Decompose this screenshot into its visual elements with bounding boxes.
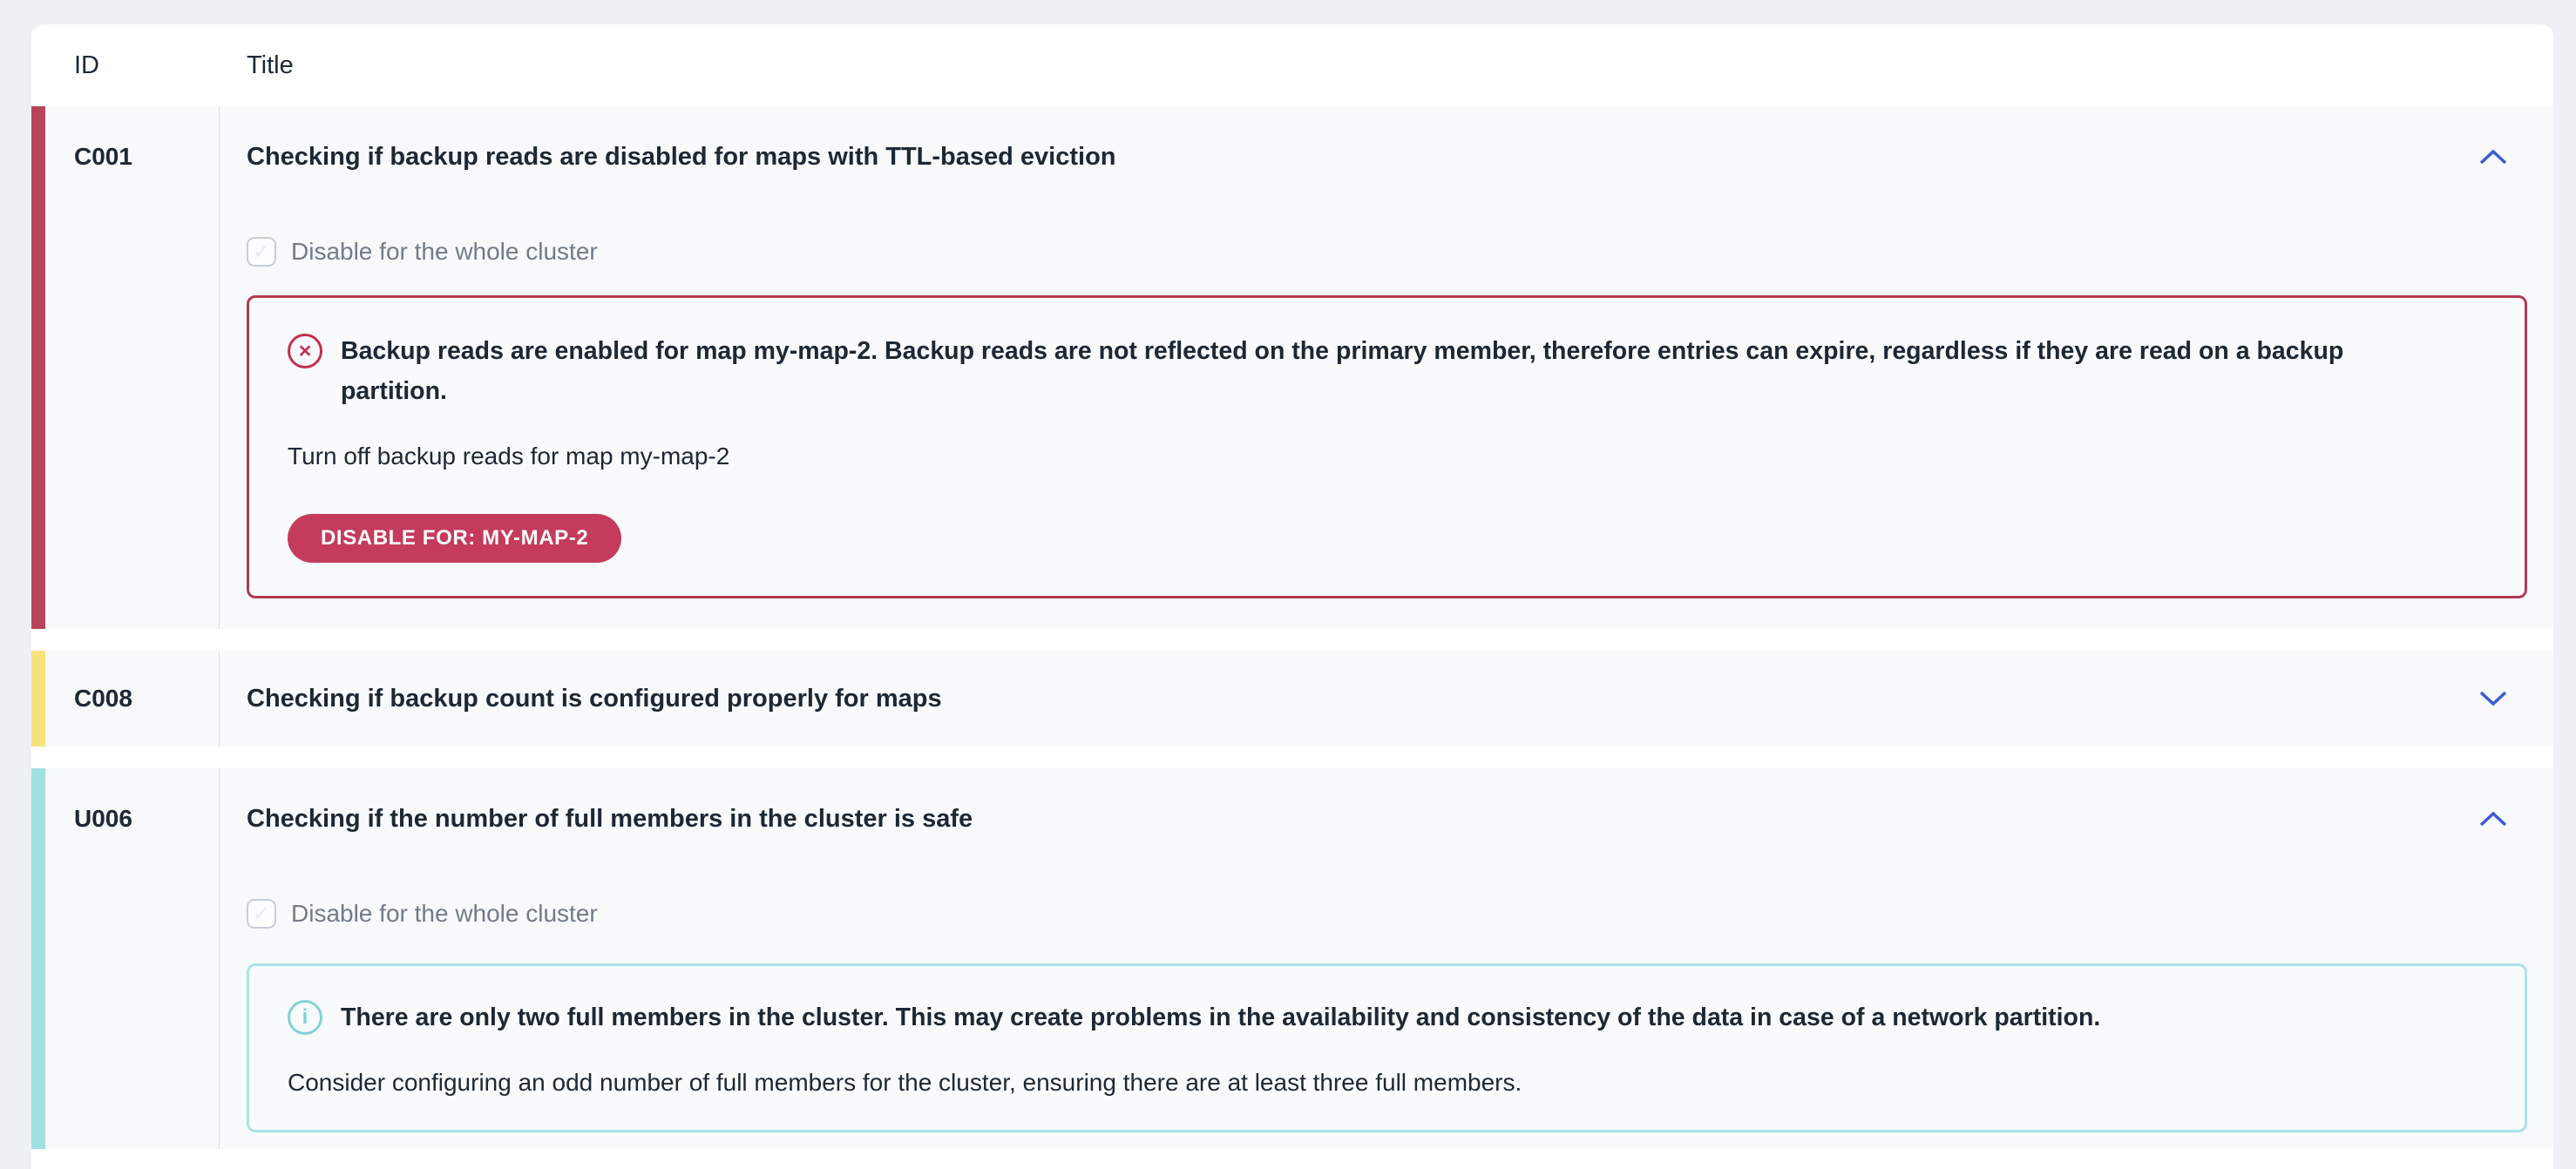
expand-button[interactable] bbox=[2475, 686, 2512, 711]
chevron-down-icon bbox=[2478, 690, 2508, 707]
chevron-up-icon bbox=[2478, 810, 2508, 828]
severity-bar-error bbox=[31, 106, 45, 629]
table-header bbox=[31, 24, 2553, 106]
health-check-row-c008 bbox=[31, 651, 2553, 747]
chevron-up-icon bbox=[2478, 148, 2508, 166]
alert-suggestion: Turn off backup reads for map my-map-2 bbox=[288, 443, 730, 470]
alert-suggestion: Consider configuring an odd number of full members for the cluster, ensuring there are at least three full members. bbox=[288, 1069, 1522, 1096]
row-header-toggle[interactable] bbox=[247, 138, 2553, 176]
checkbox-label: Disable for the whole cluster bbox=[291, 900, 598, 927]
info-alert bbox=[247, 963, 2527, 1132]
severity-bar-warning bbox=[31, 651, 45, 747]
column-header-id: ID bbox=[74, 51, 99, 79]
health-check-row-c001 bbox=[31, 106, 2553, 629]
row-title: Checking if backup reads are disabled for maps with TTL-based eviction bbox=[247, 143, 1116, 171]
error-alert bbox=[247, 295, 2527, 598]
column-header-title: Title bbox=[247, 51, 294, 79]
collapse-button[interactable] bbox=[2475, 807, 2512, 831]
health-checks-card bbox=[31, 24, 2553, 1169]
row-id: U006 bbox=[45, 768, 220, 1149]
row-header-toggle[interactable] bbox=[247, 800, 2553, 838]
row-id: C001 bbox=[45, 106, 220, 629]
error-circle-x-icon: × bbox=[288, 334, 322, 368]
checkmark-icon: ✓ bbox=[252, 902, 271, 926]
disable-map-button[interactable]: DISABLE FOR: MY-MAP-2 bbox=[288, 514, 621, 563]
info-circle-icon: i bbox=[288, 1000, 322, 1035]
row-title: Checking if the number of full members in the cluster is safe bbox=[247, 805, 973, 833]
disable-cluster-checkbox[interactable] bbox=[247, 237, 276, 267]
severity-bar-info bbox=[31, 768, 45, 1149]
checkmark-icon: ✓ bbox=[252, 240, 271, 264]
row-title: Checking if backup count is configured properly for maps bbox=[247, 685, 942, 713]
alert-message: Backup reads are enabled for map my-map-2. Backup reads are not reflected on the primary member, therefore entries can expire, regardless if they are read on a backup partition. bbox=[341, 337, 2344, 405]
alert-message: There are only two full members in the cluster. This may create problems in the availability and consistency of the data in case of a network partition. bbox=[341, 1003, 2101, 1031]
disable-cluster-checkbox[interactable] bbox=[247, 899, 276, 929]
row-id: C008 bbox=[45, 651, 220, 747]
row-header-toggle[interactable] bbox=[247, 679, 2553, 718]
collapse-button[interactable] bbox=[2475, 145, 2512, 169]
checkbox-label: Disable for the whole cluster bbox=[291, 238, 598, 265]
health-check-row-u006 bbox=[31, 768, 2553, 1149]
